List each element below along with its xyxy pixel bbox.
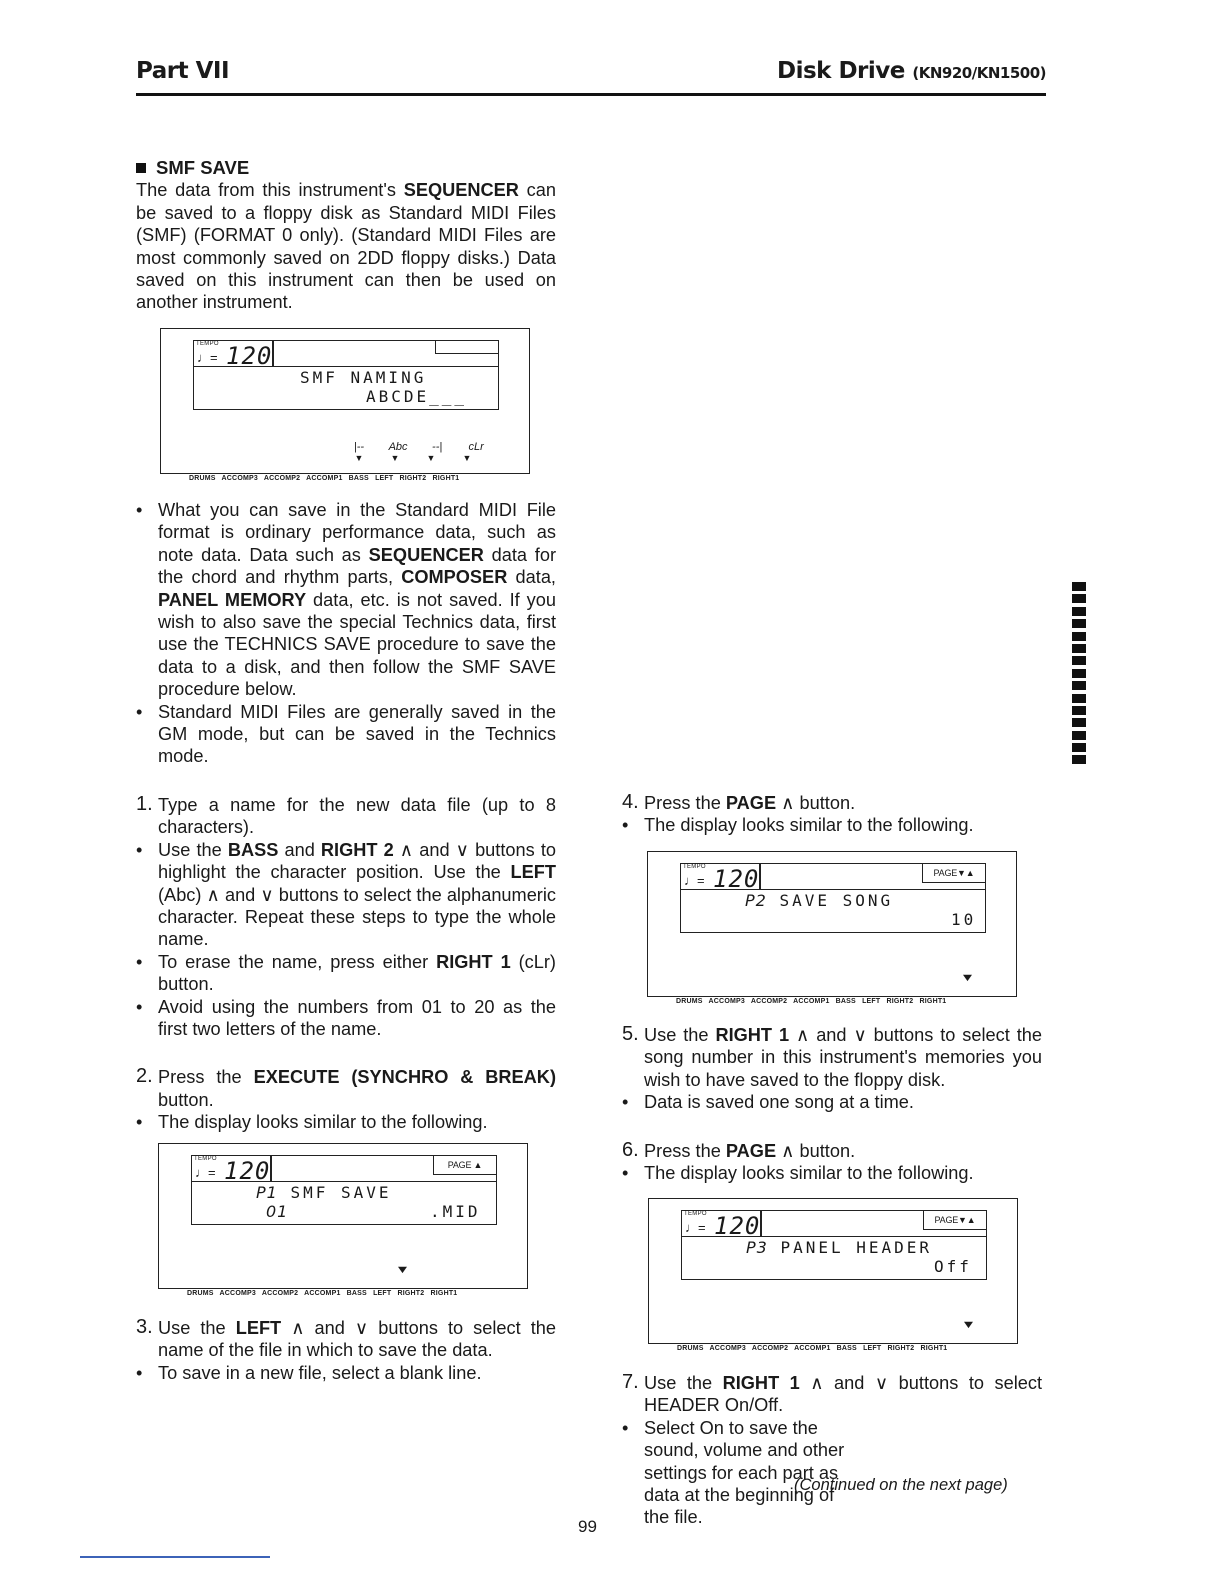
right-column-step5	[622, 1024, 1042, 1184]
step-3: 3. Use the LEFT ∧ and ∨ buttons to select the name of the file in which to save the data.	[136, 1316, 557, 1361]
step-5-bullet: • Data is saved one song at a time.	[622, 1091, 1042, 1113]
step-7: 7. Use the RIGHT 1 ∧ and ∨ buttons to select HEADER On/Off.	[622, 1371, 1042, 1416]
continued-note: (Continued on the next page)	[794, 1476, 1008, 1494]
down-triangle-icon: ▼	[960, 1319, 977, 1331]
page-number-segment: P2	[745, 891, 767, 910]
note-item: • What you can save in the Standard MIDI File format is ordinary performance data, such as note data. Data such as SEQUENCER data for the chord and rhythm parts, COMPOSER data, PANEL MEMORY data, etc. is not saved. If you wish to also save the special Technics data, first use the TECHNICS SAVE procedure to save the data to a disk, and then follow the SMF SAVE procedure below.	[136, 499, 556, 701]
down-triangle-icon: ▼	[354, 453, 364, 463]
step-1-bullet: • To erase the name, press either RIGHT 1 (cLr) button.	[136, 951, 556, 996]
step-4: 4. Press the PAGE ∧ button.	[622, 791, 856, 813]
step-1: 1. Type a name for the new data file (up to 8 characters).	[136, 792, 556, 838]
tempo-note-icon: ♩=	[684, 873, 705, 888]
tempo-value: 120	[713, 865, 760, 893]
lcd-line-2: .MID	[430, 1202, 481, 1221]
lcd-top-bar	[681, 1210, 987, 1240]
lcd-display-panel-header	[648, 1198, 1018, 1352]
lcd-line-2-seg: 01	[266, 1202, 289, 1221]
right-column-step7	[622, 1372, 1042, 1529]
soft-key-arrows	[341, 453, 485, 463]
page-indicator: PAGE ▲	[433, 1156, 496, 1175]
step-1-bullet: • Use the BASS and RIGHT 2 ∧ and ∨ buttons to highlight the character position. Use the LEFT (Abc) ∧ and ∨ buttons to select the alphanumeric character. Repeat these steps to type the whole name.	[136, 839, 556, 951]
lcd-display-save-song	[647, 851, 1017, 1005]
step-2: 2. Press the EXECUTE (SYNCHRO & BREAK) button.	[136, 1065, 556, 1110]
part-labels: DRUMS ACCOMP3 ACCOMP2 ACCOMP1 BASS LEFT RIGHT2 RIGHT1	[676, 998, 947, 1005]
page-box	[435, 341, 498, 354]
tempo-divider	[270, 1156, 272, 1182]
soft-key-abc: Abc	[388, 441, 408, 453]
left-column-notes	[136, 499, 556, 1134]
left-column-step3	[136, 1317, 556, 1384]
step-7-bullet: • Select On to save the sound, volume and other settings for each part as data at the beginning of the file.	[622, 1417, 1042, 1529]
tempo-value: 120	[226, 342, 273, 370]
lcd-line-1: P1 SMF SAVE	[256, 1183, 392, 1202]
down-triangle-icon: ▼	[426, 453, 436, 463]
lcd-line-1: SMF NAMING	[300, 368, 427, 387]
tempo-value: 120	[714, 1212, 761, 1240]
left-column-intro	[136, 157, 556, 314]
intro-paragraph: The data from this instrument's SEQUENCER can be saved to a floppy disk as Standard MIDI Files (SMF) (FORMAT 0 only). (Standard MIDI Files are most commonly saved on 2DD floppy disks.) Data saved on this instrument can then be used on another instrument.	[136, 180, 556, 313]
soft-key-labels	[341, 441, 494, 453]
tempo-label: TEMPO	[194, 1156, 217, 1162]
lcd-line-1: P3 PANEL HEADER	[746, 1238, 933, 1257]
thumb-index-tab	[1072, 582, 1086, 780]
lcd-main-box	[680, 889, 986, 933]
step-6-bullet: • The display looks similar to the following.	[622, 1162, 1042, 1184]
part-labels: DRUMS ACCOMP3 ACCOMP2 ACCOMP1 BASS LEFT RIGHT2 RIGHT1	[189, 475, 460, 482]
step-3-bullet: • To save in a new file, select a blank line.	[136, 1362, 556, 1384]
down-triangle-icon: ▼	[390, 453, 400, 463]
soft-key-clr: cLr	[468, 441, 484, 453]
section-title: Disk Drive	[776, 58, 905, 84]
lcd-line-2: ABCDE___	[366, 387, 468, 406]
lcd-top-bar	[193, 340, 499, 370]
part-heading: Part VII	[136, 58, 230, 84]
soft-key-start: |--	[353, 441, 365, 453]
header-rule	[136, 93, 1046, 96]
part-labels: DRUMS ACCOMP3 ACCOMP2 ACCOMP1 BASS LEFT RIGHT2 RIGHT1	[677, 1345, 948, 1352]
tempo-value: 120	[224, 1157, 271, 1185]
section-heading	[777, 58, 1046, 84]
scan-edge-line	[80, 1556, 270, 1558]
step-4-bullet: • The display looks similar to the following.	[622, 814, 1042, 836]
right-column-step4	[622, 792, 1042, 837]
page-indicator: PAGE▼▲	[923, 1211, 986, 1230]
tempo-label: TEMPO	[684, 1211, 707, 1217]
soft-key-end: --|	[432, 441, 443, 453]
lcd-display-naming	[160, 328, 530, 482]
lcd-line-2: Off	[934, 1257, 972, 1276]
tempo-divider	[760, 1211, 762, 1237]
down-triangle-icon: ▼	[959, 972, 976, 984]
tempo-divider	[272, 341, 274, 367]
note-item: • Standard MIDI Files are generally saved in the GM mode, but can be saved in the Technics mode.	[136, 701, 556, 768]
tempo-note-icon: ♩=	[195, 1165, 216, 1180]
lcd-top-bar	[191, 1155, 497, 1185]
step-5: 5. Use the RIGHT 1 ∧ and ∨ buttons to select the song number in this instrument's memories you wish to have saved to the floppy disk.	[622, 1023, 1043, 1090]
model-numbers: (KN920/KN1500)	[912, 64, 1046, 82]
tempo-divider	[759, 864, 761, 890]
lcd-main-box	[191, 1181, 497, 1225]
step-2-bullet: • The display looks similar to the following.	[136, 1111, 556, 1133]
tempo-label: TEMPO	[683, 864, 706, 870]
lcd-line-2: 10	[951, 910, 977, 929]
lcd-top-bar	[680, 863, 986, 893]
page-number: 99	[578, 1517, 597, 1536]
page-number-segment: P3	[746, 1238, 768, 1257]
square-bullet-icon	[136, 163, 146, 173]
step-1-bullet: • Avoid using the numbers from 01 to 20 as the first two letters of the name.	[136, 996, 556, 1041]
page-indicator: PAGE▼▲	[922, 864, 985, 883]
lcd-main-box	[193, 366, 499, 410]
down-triangle-icon: ▼	[462, 453, 472, 463]
smf-save-heading: SMF SAVE	[136, 157, 556, 179]
page-number-segment: P1	[256, 1183, 278, 1202]
lcd-main-box	[681, 1236, 987, 1280]
lcd-display-smf-save	[158, 1143, 528, 1297]
lcd-line-1: P2 SAVE SONG	[745, 891, 894, 910]
tempo-label: TEMPO	[196, 341, 219, 347]
tempo-note-icon: ♩=	[685, 1220, 706, 1235]
step-6: 6. Press the PAGE ∧ button.	[622, 1138, 856, 1161]
down-triangle-icon: ▼	[394, 1264, 411, 1276]
part-labels: DRUMS ACCOMP3 ACCOMP2 ACCOMP1 BASS LEFT RIGHT2 RIGHT1	[187, 1290, 458, 1297]
tempo-note-icon: ♩=	[197, 350, 218, 365]
